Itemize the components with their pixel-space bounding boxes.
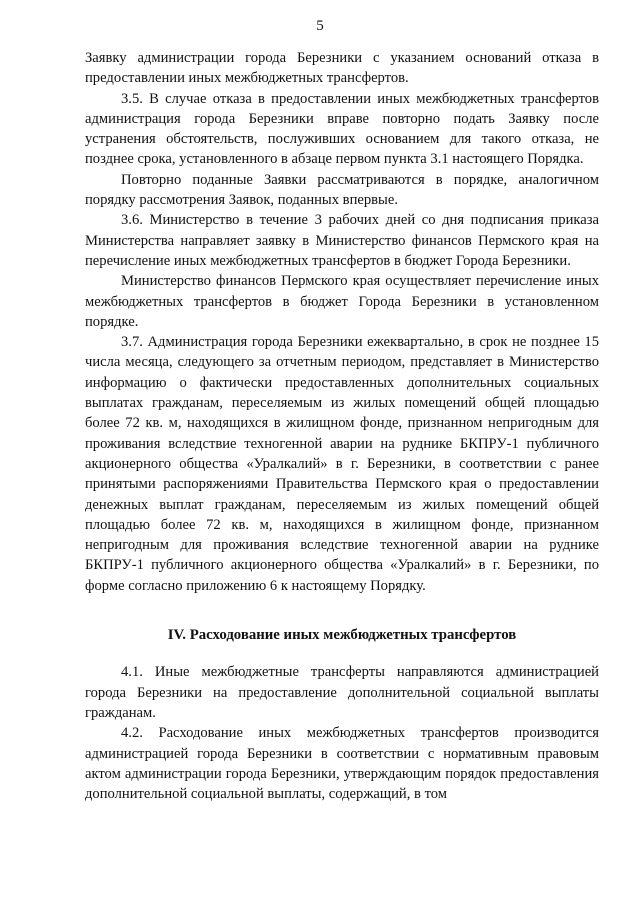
paragraph-3-7: 3.7. Администрация города Березники ежеквартально, в срок не позднее 15 числа месяца, следующего за отчетным периодом, представляет в Министерство информацию о фактически предоставленных дополнительных социальных выплатах гражданам, переселяемым из жилых помещений общей площадью более 72 кв. м, находящихся в жилищном фонде, признанном непригодным для проживания вследствие техногенной аварии на руднике БКПРУ-1 публичного акционерного общества «Уралкалий» в г. Березники, в соответствии с ранее принятыми распоряжениями Правительства Пермского края о предоставлении денежных выплат гражданам, переселяемым из жилых помещений общей площадью более 72 кв. м, находящихся в жилищном фонде, признанном непригодным для проживания вследствие техногенной аварии на руднике БКПРУ-1 публичного акционерного общества «Уралкалий» в г. Березники, по форме согласно приложению 6 к настоящему Порядку. bbox=[85, 334, 599, 594]
spacer bbox=[85, 596, 599, 625]
spacer bbox=[85, 645, 599, 662]
paragraph-finance-ministry-transfer: Министерство финансов Пермского края осуществляет перечисление иных межбюджетных трансфертов в бюджет Города Березники в установленном порядке. bbox=[85, 273, 599, 330]
page-number: 5 bbox=[316, 18, 324, 34]
paragraph-4-1: 4.1. Иные межбюджетные трансферты направляются администрацией города Березники на предоставление дополнительной социальной выплаты гражданам. bbox=[85, 664, 599, 721]
document-body bbox=[85, 48, 599, 804]
paragraph-3-5: 3.5. В случае отказа в предоставлении иных межбюджетных трансфертов администрация города Березники вправе повторно подать Заявку после устранения обстоятельств, послуживших основанием для такого отказа, не позднее срока, установленного в абзаце первом пункта 3.1 настоящего Порядка. bbox=[85, 90, 599, 168]
section-heading: IV. Расходование иных межбюджетных трансфертов bbox=[167, 627, 517, 644]
paragraph-3-6: 3.6. Министерство в течение 3 рабочих дней со дня подписания приказа Министерства направляет заявку в Министерство финансов Пермского края на перечисление иных межбюджетных трансфертов в бюджет Города Березники. bbox=[85, 212, 599, 269]
paragraph-refusal-notice: Заявку администрации города Березники с указанием оснований отказа в предоставлении иных межбюджетных трансфертов. bbox=[85, 50, 599, 87]
paragraph-4-2: 4.2. Расходование иных межбюджетных трансфертов производится администрацией города Березники в соответствии с нормативным правовым актом администрации города Березники, утверждающим порядок предоставления дополнительной социальной выплаты, содержащий, в том bbox=[85, 725, 599, 803]
paragraph-resubmitted-applications: Повторно поданные Заявки рассматриваются в порядке, аналогичном порядку рассмотрения Заявок, поданных впервые. bbox=[85, 171, 599, 209]
